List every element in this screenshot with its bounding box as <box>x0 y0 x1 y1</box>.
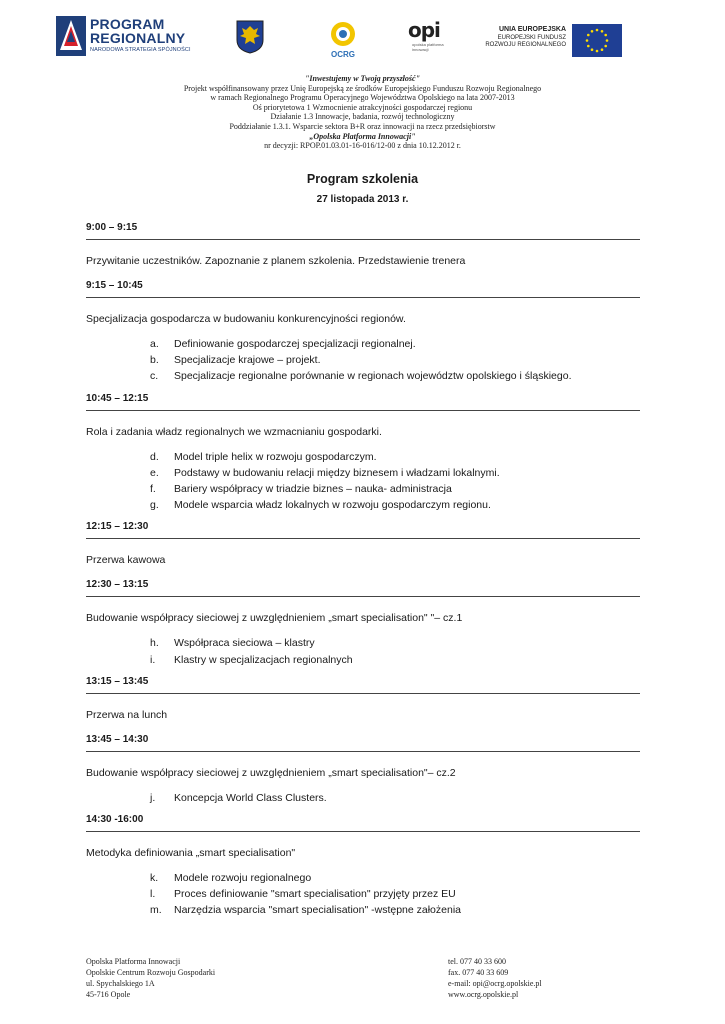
slot-time: 10:45 – 12:15 <box>86 393 640 411</box>
slot-topic-list <box>86 451 640 516</box>
slot-time: 9:00 – 9:15 <box>86 222 640 240</box>
topic-item <box>86 872 640 888</box>
topic-text: Klastry w specjalizacjach regionalnych <box>174 653 353 666</box>
opi-subtitle: opolska platforma innowacji <box>412 42 444 52</box>
topic-item <box>86 370 640 386</box>
slot-time: 14:30 -16:00 <box>86 814 640 832</box>
slot-description: Budowanie współpracy sieciowej z uwzględnieniem „smart specialisation"– cz.2 <box>86 766 456 779</box>
schedule-slot <box>86 734 640 808</box>
slot-description: Specjalizacja gospodarcza w budowaniu konkurencyjności regionów. <box>86 313 406 325</box>
eu-line3: ROZWOJU REGIONALNEGO <box>485 42 566 48</box>
topic-text: Proces definiowanie "smart specialisation" przyjęty przez EU <box>174 888 456 901</box>
eu-line1: UNIA EUROPEJSKA <box>498 26 566 33</box>
program-regionalny-line2: REGIONALNY <box>90 30 186 46</box>
topic-marker: c. <box>150 370 159 383</box>
schedule-slot <box>86 521 640 579</box>
slot-description: Rola i zadania władz regionalnych we wzmacnianiu gospodarki. <box>86 425 382 438</box>
footer-address-line: Opolskie Centrum Rozwoju Gospodarki <box>86 968 216 977</box>
topic-text: Bariery współpracy w triadzie biznes – nauka- administracja <box>174 482 452 495</box>
slot-time: 13:45 – 14:30 <box>86 734 640 752</box>
topic-text: Narzędzia wsparcia "smart specialisation" -wstępne założenia <box>174 904 461 917</box>
project-line6: „Opolska Platforma Innowacji" <box>309 131 416 141</box>
slot-time: 12:15 – 12:30 <box>86 521 640 539</box>
ocrg-logo <box>328 18 358 62</box>
topic-text: Koncepcja World Class Clusters. <box>174 791 327 804</box>
schedule-slot <box>86 393 640 516</box>
slot-time: 12:30 – 13:15 <box>86 579 640 597</box>
footer-email: e-mail: opi@ocrg.opolskie.pl <box>448 979 542 988</box>
slot-topic-list <box>86 271 640 280</box>
topic-marker: e. <box>150 466 159 479</box>
topic-item <box>86 338 640 354</box>
topic-marker: b. <box>150 354 159 367</box>
footer-fax: fax. 077 40 33 609 <box>448 968 509 977</box>
logo-bar <box>56 14 626 64</box>
document-title: Program szkolenia <box>306 172 419 186</box>
slot-description: Przywitanie uczestników. Zapoznanie z planem szkolenia. Przedstawienie trenera <box>86 255 466 267</box>
project-line7: nr decyzji: RPOP.01.03.01-16-016/12-00 z dnia 10.12.2012 r. <box>264 141 461 151</box>
slot-topic-list <box>86 570 640 579</box>
footer-address-line: ul. Spychalskiego 1A <box>86 979 155 988</box>
topic-marker: h. <box>150 637 159 650</box>
topic-marker: d. <box>150 450 159 463</box>
program-regionalny-mark-icon <box>56 16 86 56</box>
opi-logo <box>406 18 446 62</box>
slot-description: Budowanie współpracy sieciowej z uwzględnieniem „smart specialisation" "– cz.1 <box>86 612 463 625</box>
topic-text: Podstawy w budowaniu relacji między biznesem i władzami lokalnymi. <box>174 466 500 479</box>
project-line2: w ramach Regionalnego Programu Operacyjnego Województwa Opolskiego na lata 2007-2013 <box>210 93 515 103</box>
topic-text: Współpraca sieciowa – klastry <box>174 637 315 650</box>
topic-item <box>86 483 640 499</box>
schedule-slot <box>86 579 640 669</box>
footer-address <box>86 956 215 1000</box>
footer-website: www.ocrg.opolskie.pl <box>448 990 519 999</box>
topic-marker: i. <box>150 653 156 666</box>
topic-item <box>86 451 640 467</box>
opi-name: opi <box>408 18 440 42</box>
opolskie-coat-of-arms-icon <box>236 20 264 54</box>
topic-item <box>86 354 640 370</box>
topic-item <box>86 499 640 515</box>
topic-marker: j. <box>150 791 156 804</box>
document-date: 27 listopada 2013 r. <box>316 194 409 205</box>
slot-topic-list <box>86 338 640 387</box>
program-regionalny-line3: NARODOWA STRATEGIA SPÓJNOŚCI <box>90 47 191 53</box>
footer-phone: tel. 077 40 33 600 <box>448 957 506 966</box>
topic-item <box>86 467 640 483</box>
slot-topic-list <box>86 872 640 921</box>
slot-time: 9:15 – 10:45 <box>86 280 640 298</box>
project-line5: Poddziałanie 1.3.1. Wsparcie sektora B+R oraz innowacji na rzecz przedsiębiorstw <box>229 121 496 131</box>
project-line4: Działanie 1.3 Innowacje, badania, rozwój technologiczny <box>270 112 455 122</box>
schedule-slot <box>86 814 640 921</box>
slot-description: Przerwa na lunch <box>86 708 168 721</box>
eu-flag-icon <box>572 24 622 57</box>
topic-text: Model triple helix w rozwoju gospodarczym. <box>174 450 377 463</box>
topic-marker: l. <box>150 888 156 901</box>
slot-topic-list <box>86 725 640 734</box>
topic-marker: a. <box>150 338 159 350</box>
ocrg-label: OCRG <box>331 50 355 59</box>
topic-marker: m. <box>150 904 162 917</box>
project-line3: Oś priorytetowa 1 Wzmocnienie atrakcyjności gospodarczej regionu <box>252 102 473 112</box>
footer-address-line: Opolska Platforma Innowacji <box>86 957 181 966</box>
slot-description: Metodyka definiowania „smart specialisation" <box>86 846 296 859</box>
slot-description: Przerwa kawowa <box>86 554 166 567</box>
program-regionalny-logo <box>56 14 196 60</box>
slot-time: 13:15 – 13:45 <box>86 676 640 694</box>
eu-line2: EUROPEJSKI FUNDUSZ <box>497 35 566 41</box>
footer-address-line: 45-716 Opole <box>86 990 131 999</box>
topic-text: Specjalizacje krajowe – projekt. <box>174 354 321 367</box>
schedule <box>86 222 640 926</box>
ocrg-mark-icon <box>328 18 358 50</box>
project-line1: Projekt współfinansowany przez Unię Europejską ze środków Europejskiego Funduszu Rozwoju Regionalnego <box>183 83 542 93</box>
schedule-slot <box>86 222 640 280</box>
topic-marker: g. <box>150 499 159 512</box>
topic-item <box>86 637 640 653</box>
eu-logo <box>486 24 626 60</box>
project-slogan: "Inwestujemy w Twoją przyszłość" <box>304 74 421 83</box>
program-regionalny-line1: PROGRAM <box>90 16 165 32</box>
topic-item <box>86 888 640 904</box>
topic-item <box>86 792 640 808</box>
topic-item <box>86 654 640 670</box>
topic-text: Specjalizacje regionalne porównanie w regionach województw opolskiego i śląskiego. <box>174 370 572 383</box>
topic-text: Modele rozwoju regionalnego <box>174 871 312 884</box>
topic-text: Modele wsparcia władz lokalnych w rozwoju gospodarczym regionu. <box>174 499 491 512</box>
slot-topic-list <box>86 792 640 808</box>
topic-text: Definiowanie gospodarczej specjalizacji regionalnej. <box>174 338 416 350</box>
topic-item <box>86 904 640 920</box>
footer-contact <box>448 956 542 1000</box>
topic-marker: k. <box>150 871 159 884</box>
schedule-slot <box>86 280 640 387</box>
topic-marker: f. <box>150 482 156 495</box>
schedule-slot <box>86 676 640 734</box>
project-info <box>0 74 725 151</box>
slot-topic-list <box>86 637 640 669</box>
